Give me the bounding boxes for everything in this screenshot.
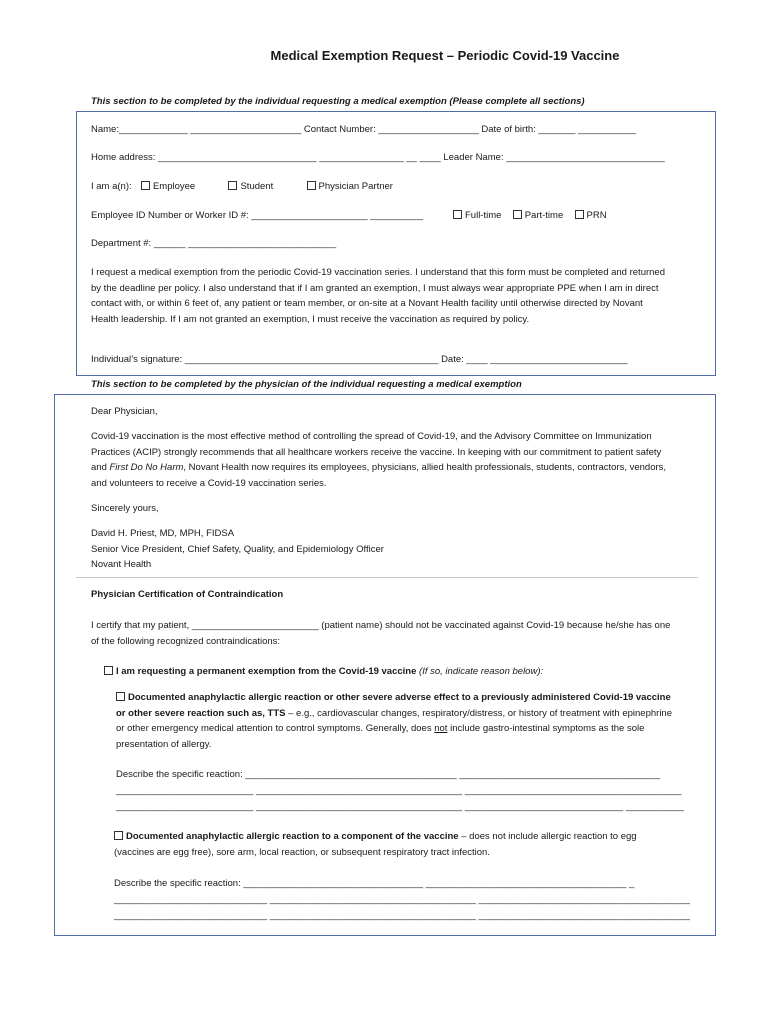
checkbox-icon [513,210,522,219]
letter-body: Covid-19 vaccination is the most effective method of controlling the spread of Covid-19, and the Advisory Committee on Immunization Practices (ACIP) strongly recommends that all healthcare workers receive the vaccine. In keeping with our commitment to patient safety and First Do No Harm, Novant Health now requires its employees, physicians, allied health professionals, students, contractors, vendors, and volunteers to receive a Covid-19 vaccination series. [91,431,667,489]
signature-date-line[interactable]: Individual’s signature: ________________________________________________ Date: ____ __________________________ [91,354,628,365]
section1-heading: This section to be completed by the individual requesting a medical exemption (Please complete all sections) [91,96,585,107]
describe-reaction-field-1-line-2[interactable]: __________________________ _______________________________________ _________________________________________ [116,785,682,796]
full-time-checkbox[interactable]: Full-time [453,210,501,221]
permanent-exemption-option[interactable]: I am requesting a permanent exemption from the Covid-19 vaccine (If so, indicate reason below): [104,664,543,680]
employee-checkbox[interactable]: Employee [141,181,195,192]
prn-checkbox[interactable]: PRN [575,210,607,221]
describe-reaction-field-1[interactable]: Describe the specific reaction: ________________________________________ ______________________________________ [116,769,661,780]
letter-greeting: Dear Physician, [91,406,158,417]
describe-reaction-field-2-line-3[interactable]: _____________________________ _______________________________________ ________________________________________ [114,910,690,921]
certify-statement[interactable]: I certify that my patient, ________________________ (patient name) should not be vaccinated against Covid-19 because he/she has one of the following recognized contraindications: [91,620,671,647]
checkbox-icon [116,692,125,701]
letter-closing: Sincerely yours, [91,503,159,514]
checkbox-icon [114,831,123,840]
name-contact-dob-line[interactable]: Name:_____________ _____________________ Contact Number: ___________________ Date of birth: _______ ___________ [91,124,637,135]
employment-type-row [453,208,607,224]
student-checkbox[interactable]: Student [228,181,273,192]
certification-heading: Physician Certification of Contraindication [91,589,284,600]
signer-title: Senior Vice President, Chief Safety, Quality, and Epidemiology Officer [91,544,384,555]
reason-previous-dose-option[interactable]: Documented anaphylactic allergic reaction or other severe adverse effect to a previously administered Covid-19 vaccine or other severe reaction such as, TTS – e.g., cardiovascular changes, respiratory/distress, or history of treatment with epinephrine or other emergency medical attention to control symptoms. Generally, does not include gastro-intestinal symptoms as the sole presentation of allergy. [116,692,673,750]
employee-id-line[interactable]: Employee ID Number or Worker ID #: ______________________ __________ [91,210,424,221]
reason-vaccine-component-option[interactable]: Documented anaphylactic allergic reaction to a component of the vaccine – does not include allergic reaction to egg (vaccines are egg free), sore arm, local reaction, or subsequent respiratory tract infection. [114,831,637,858]
role-selection-row [91,179,393,195]
part-time-checkbox[interactable]: Part-time [513,210,564,221]
checkbox-icon [307,181,316,190]
role-label: I am a(n): [91,181,132,192]
section2-heading: This section to be completed by the physician of the individual requesting a medical exemption [91,379,522,390]
describe-reaction-field-1-line-3[interactable]: __________________________ _______________________________________ ______________________________ ___________ [116,801,684,812]
signer-name: David H. Priest, MD, MPH, FIDSA [91,528,235,539]
address-leader-line[interactable]: Home address: ______________________________ ________________ __ ____ Leader Name: ______________________________ [91,152,665,163]
checkbox-icon [453,210,462,219]
exemption-request-statement: I request a medical exemption from the periodic Covid-19 vaccination series. I understand that this form must be completed and returned by the deadline per policy. I also understand that if I am granted an exemption, I must always wear appropriate PPE when I am in direct contact with, or within 6 feet of, any patient or team member, or on-site at a Novant Health facility until otherwise directed by Novant Health leadership. If I am not granted an exemption, I must receive the vaccination as required by policy. [91,267,665,325]
checkbox-icon [141,181,150,190]
signer-organization: Novant Health [91,559,152,570]
checkbox-icon [104,666,113,675]
describe-reaction-field-2-line-2[interactable]: _____________________________ _______________________________________ ________________________________________ [114,894,690,905]
checkbox-icon [575,210,584,219]
physician-partner-checkbox[interactable]: Physician Partner [307,181,393,192]
describe-reaction-field-2[interactable]: Describe the specific reaction: __________________________________ ______________________________________ _ [114,878,635,889]
department-line[interactable]: Department #: ______ ____________________________ [91,238,337,249]
form-title: Medical Exemption Request – Periodic Covid-19 Vaccine [270,48,620,63]
section-divider [76,577,698,578]
checkbox-icon [228,181,237,190]
